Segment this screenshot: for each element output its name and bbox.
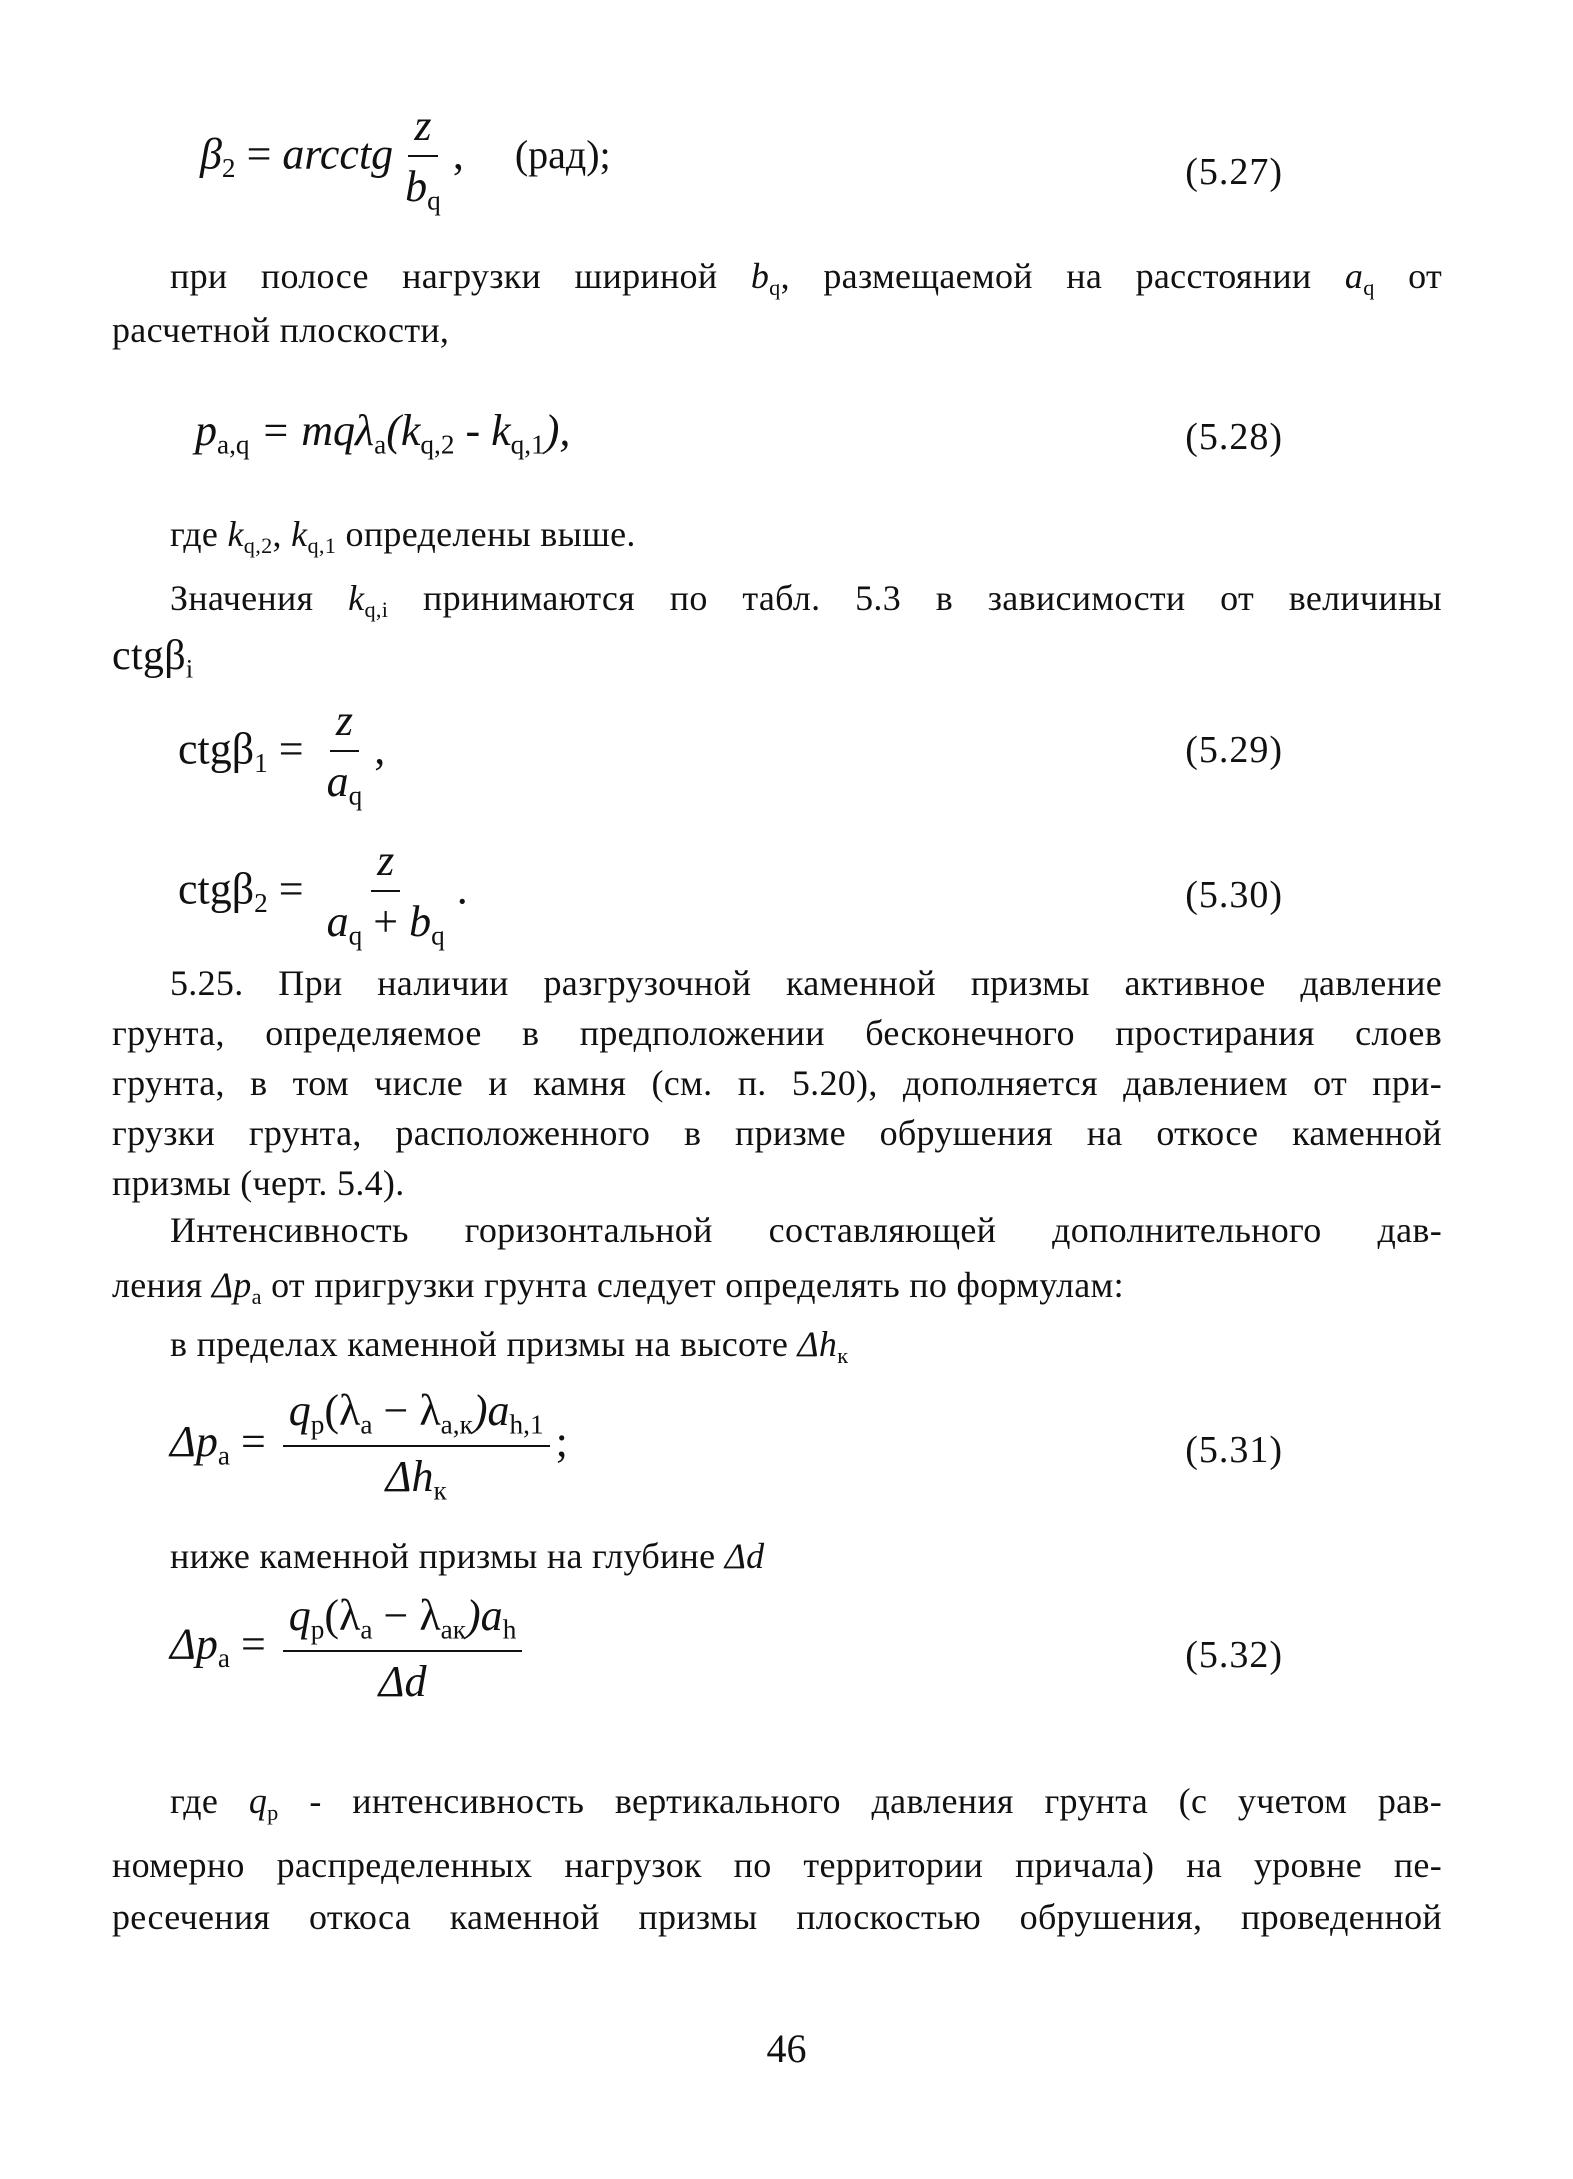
- paragraph-line: расчетной плоскости,: [112, 310, 450, 351]
- eq-den-symbol: b: [405, 162, 428, 211]
- eq-body: ),: [544, 406, 571, 455]
- eq-body: (k: [386, 406, 421, 455]
- eq-numerator: z: [408, 100, 437, 157]
- paragraph-1: [112, 250, 1442, 357]
- paragraph-line: грузки грунта, расположенного в призме обрушения на откосе каменной: [112, 1113, 1442, 1153]
- text-span: от пригрузки грунта следует определять по формулам:: [261, 1265, 1124, 1305]
- eq-subscript: a: [360, 1614, 373, 1645]
- math-sub: q,1: [307, 533, 337, 559]
- math-sub: q: [769, 275, 781, 301]
- eq-numerator: z: [371, 835, 400, 892]
- paragraph-2: [170, 508, 636, 562]
- text-span: ,: [272, 514, 292, 554]
- eq-subscript: a: [217, 1643, 230, 1674]
- paragraph-line: [112, 572, 1442, 626]
- eq-fraction: [283, 1590, 523, 1707]
- equation-number-5-27: (5.27): [1185, 151, 1283, 193]
- eq-num-part: (λ: [324, 1386, 361, 1435]
- eq-punct: .: [456, 864, 468, 914]
- text-span: - интенсивность вертикального давления грунта (с учетом рав-: [278, 1781, 1442, 1821]
- math-var: Δh: [797, 1324, 838, 1364]
- paragraph-5: [112, 1203, 1442, 1324]
- page-number: 46: [766, 2026, 807, 2071]
- paragraph-line: [112, 626, 1442, 688]
- eq-subscript: h: [502, 1614, 517, 1645]
- eq-fraction: [399, 100, 447, 217]
- text-span: ления: [112, 1265, 212, 1305]
- math-sub: a: [251, 1284, 262, 1310]
- eq-denominator: [380, 1447, 453, 1507]
- eq-symbol: Δp: [170, 1416, 218, 1466]
- eq-denominator: [399, 157, 447, 217]
- eq-numerator: z: [330, 695, 359, 752]
- equation-number-5-29: (5.29): [1185, 729, 1283, 771]
- math-sub: q,2: [243, 533, 273, 559]
- eq-num-symbol: q: [288, 1591, 311, 1640]
- eq-subscript: q: [348, 780, 363, 811]
- eq-symbol: ctgβ: [178, 864, 255, 914]
- paragraph-3: [112, 572, 1442, 689]
- paragraph-line: Интенсивность горизонтальной составляющей дополнительного дав-: [170, 1210, 1442, 1250]
- text-span: Значения: [170, 578, 349, 618]
- eq-symbol: Δp: [170, 1619, 218, 1669]
- equation-5-27: [200, 100, 611, 217]
- text-span: от: [1374, 256, 1442, 296]
- eq-operator: =: [229, 1619, 277, 1669]
- eq-subscript: a,q: [217, 429, 250, 460]
- eq-den-symbol: Δd: [378, 1656, 427, 1706]
- equation-number-5-31: (5.31): [1185, 1429, 1283, 1471]
- eq-num-part: )a: [472, 1386, 510, 1435]
- eq-subscript: q: [427, 185, 441, 216]
- eq-fraction: [283, 1385, 550, 1506]
- eq-den-symbol: a: [326, 897, 349, 946]
- eq-subscript: a,к: [440, 1409, 473, 1440]
- eq-operator: =: [267, 864, 315, 914]
- eq-den-symbol: Δh: [385, 1451, 434, 1501]
- math-sub: к: [837, 1343, 849, 1369]
- eq-num-part: )a: [466, 1591, 503, 1640]
- text-span: где: [170, 514, 228, 554]
- eq-subscript: 2: [221, 153, 236, 184]
- math-sub: q: [1363, 275, 1375, 301]
- eq-subscript: q,2: [420, 429, 455, 460]
- eq-num-part: − λ: [372, 1386, 441, 1435]
- eq-denominator: [321, 752, 369, 812]
- paragraph-8: [112, 1775, 1442, 1943]
- math-var: k: [291, 514, 308, 554]
- eq-unit: (рад);: [514, 132, 611, 178]
- text-span: в пределах каменной призмы на высоте: [170, 1324, 798, 1364]
- eq-subscript: q: [348, 920, 363, 951]
- eq-numerator: [283, 1385, 550, 1447]
- text-span: где: [170, 1781, 249, 1821]
- equation-5-30: [178, 835, 468, 952]
- eq-num-symbol: q: [288, 1386, 311, 1435]
- equation-number-5-28: (5.28): [1185, 416, 1283, 458]
- eq-subscript: a: [217, 1440, 230, 1471]
- paragraph-line: [112, 1775, 1442, 1839]
- eq-numerator: [283, 1590, 523, 1652]
- math-var: k: [227, 514, 244, 554]
- equation-5-28: [195, 405, 570, 461]
- paragraph-line: призмы (черт. 5.4).: [112, 1163, 405, 1203]
- paragraph-line: ресечения откоса каменной призмы плоскостью обрушения, проведенной: [112, 1897, 1442, 1938]
- paragraph-5-25: [112, 958, 1442, 1208]
- eq-subscript: p: [310, 1409, 325, 1440]
- eq-den-symbol: b: [409, 897, 432, 946]
- eq-subscript: 2: [254, 888, 268, 919]
- equation-number-5-30: (5.30): [1185, 874, 1283, 916]
- eq-num-part: − λ: [372, 1591, 441, 1640]
- paragraph-line: [112, 1258, 1442, 1324]
- math-var: a: [1344, 256, 1364, 296]
- math-sub: p: [267, 1800, 279, 1826]
- math-sub: i: [185, 654, 194, 684]
- eq-subscript: ак: [440, 1614, 467, 1645]
- text-span: при полосе нагрузки шириной: [170, 256, 751, 296]
- paragraph-line: [112, 250, 1442, 304]
- equation-number-5-32: (5.32): [1185, 1634, 1283, 1676]
- math-var: Δp: [211, 1265, 252, 1305]
- equation-5-31: [170, 1385, 568, 1506]
- paragraph-line: грунта, в том числе и камня (см. п. 5.20), дополняется давлением от при-: [112, 1063, 1442, 1103]
- paragraph-line: номерно распределенных нагрузок по территории причала) на уровне пе-: [112, 1845, 1442, 1886]
- eq-punct: ,: [452, 129, 464, 179]
- eq-denominator: [321, 892, 451, 952]
- eq-den-symbol: a: [326, 757, 349, 806]
- paragraph-6: [170, 1318, 848, 1372]
- eq-operator: +: [362, 897, 410, 946]
- eq-operator: =: [235, 129, 283, 179]
- eq-fraction: [321, 695, 369, 812]
- eq-body: - k: [454, 406, 511, 455]
- eq-denominator: [373, 1652, 433, 1707]
- eq-function: arcctg: [282, 129, 394, 179]
- eq-subscript: a: [374, 429, 387, 460]
- eq-body: = mqλ: [249, 406, 375, 455]
- math-var: Δd: [724, 1536, 765, 1576]
- text-span: , размещаемой на расстоянии: [780, 256, 1345, 296]
- eq-symbol: p: [195, 406, 217, 455]
- eq-symbol: β: [200, 129, 222, 179]
- eq-punct: ;: [555, 1416, 568, 1466]
- eq-subscript: 1: [254, 748, 268, 779]
- equation-5-29: [178, 695, 385, 812]
- text-span: ниже каменной призмы на глубине: [170, 1536, 725, 1576]
- paragraph-line: 5.25. При наличии разгрузочной каменной призмы активное давление: [170, 963, 1442, 1003]
- eq-symbol: ctgβ: [178, 724, 255, 774]
- paragraph-line: грунта, определяемое в предположении бесконечного простирания слоев: [112, 1013, 1442, 1053]
- eq-num-part: (λ: [324, 1591, 361, 1640]
- eq-subscript: h,1: [509, 1409, 544, 1440]
- eq-subscript: a: [360, 1409, 373, 1440]
- eq-punct: ,: [374, 724, 386, 774]
- eq-subscript: q,1: [510, 429, 545, 460]
- eq-subscript: к: [433, 1475, 447, 1506]
- math-var: q: [248, 1781, 268, 1821]
- math-var: b: [750, 256, 770, 296]
- text-span: определены выше.: [336, 514, 636, 554]
- math-var: k: [348, 578, 365, 618]
- math-sub: q,i: [364, 597, 389, 623]
- eq-subscript: q: [431, 920, 445, 951]
- equation-5-32: [170, 1590, 528, 1707]
- eq-subscript: p: [310, 1614, 325, 1645]
- eq-operator: =: [229, 1416, 277, 1466]
- eq-fraction: [321, 835, 451, 952]
- math-expr: ctgβ: [112, 633, 186, 680]
- paragraph-7: [170, 1530, 764, 1582]
- text-span: принимаются по табл. 5.3 в зависимости от величины: [388, 578, 1442, 618]
- eq-operator: =: [267, 724, 315, 774]
